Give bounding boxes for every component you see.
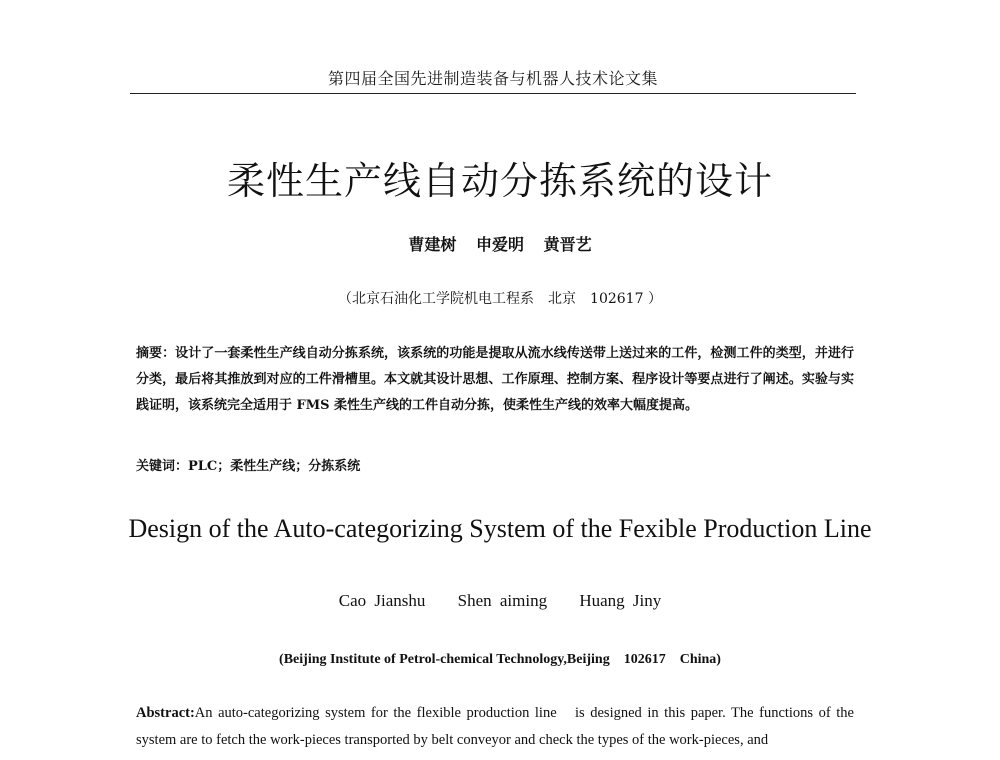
chinese-abstract-text: 设计了一套柔性生产线自动分拣系统，该系统的功能是提取从流水线传送带上送过来的工件，检测工件的类型，并进行分类，最后将其推放到对应的工件滑槽里。本文就其设计思想、工作原理、控制方案、程序设计等要点进行了阐述。实验与实践证明，该系统完全适用于 FMS 柔性生产线的工件自动分拣，使柔性生产线的效率大幅度提高。 xyxy=(136,346,854,413)
chinese-abstract-label: 摘要： xyxy=(136,346,176,361)
running-header: 第四届全国先进制造装备与机器人技术论文集 xyxy=(327,69,658,88)
english-title: Design of the Auto-categorizing System of the Fexible Production Line xyxy=(128,514,872,543)
header-divider xyxy=(130,93,856,94)
chinese-title: 柔性生产线自动分拣系统的设计 xyxy=(226,159,773,203)
english-abstract-text: An auto-categorizing system for the flexible production line is designed in this paper. The functions of the system are to fetch the work-pieces transported by belt conveyor and check the types of the work-pieces, and xyxy=(136,705,854,748)
english-abstract-label: Abstract: xyxy=(136,705,195,721)
chinese-keywords xyxy=(136,455,854,474)
chinese-author-1: 曹建树 xyxy=(408,235,457,254)
chinese-abstract xyxy=(136,341,854,419)
english-author-2: Shen aiming xyxy=(457,591,548,610)
english-affiliation: (Beijing Institute of Petrol-chemical Technology,Beijing 102617 China) xyxy=(279,652,721,667)
chinese-author-2: 申爱明 xyxy=(475,235,524,254)
english-author-1: Cao Jianshu xyxy=(338,591,426,610)
english-abstract xyxy=(136,700,854,754)
chinese-author-3: 黄晋艺 xyxy=(543,235,592,254)
chinese-keywords-label: 关键词： xyxy=(136,459,189,474)
chinese-authors xyxy=(0,232,1000,255)
chinese-affiliation: （北京石油化工学院机电工程系 北京 102617 ） xyxy=(338,291,662,307)
chinese-keywords-text: PLC；柔性生产线；分拣系统 xyxy=(188,459,361,474)
english-author-3: Huang Jiny xyxy=(579,591,662,610)
english-authors xyxy=(0,591,1000,611)
